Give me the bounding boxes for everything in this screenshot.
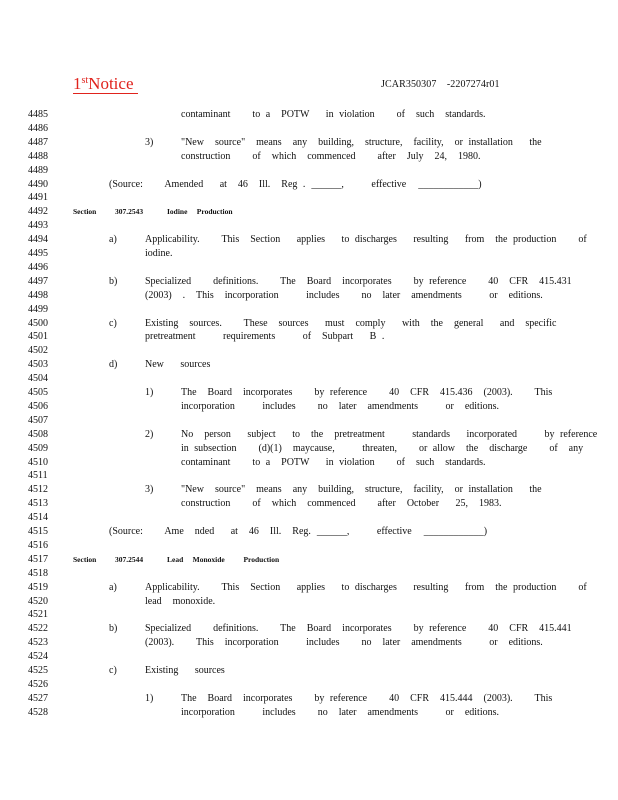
line-number: 4490 (28, 178, 48, 190)
text-line (145, 388, 153, 398)
text-line (109, 277, 117, 287)
line-number: 4486 (28, 122, 48, 134)
text-line-content: (2003) . This incorporation includes no later amendments or editions. (145, 289, 543, 301)
text-line-content: 3) (145, 136, 154, 148)
text-line (145, 235, 587, 245)
text-line-content: a) (109, 581, 117, 593)
line-number: 4512 (28, 484, 48, 496)
text-line-content: The Board incorporates by reference 40 CFR 415.444 (2003). This (181, 692, 553, 704)
line-number: 4494 (28, 234, 48, 246)
text-line-content: pretreatment requirements of Subpart B . (145, 331, 385, 343)
line-number: 4501 (28, 331, 48, 343)
line-number: 4500 (28, 317, 48, 329)
source-note-text: , effective (346, 526, 412, 537)
text-line-content: iodine. (145, 248, 173, 259)
text-line-content: (Source: Amended at 46 Ill. Reg . (109, 178, 306, 190)
line-number: 4518 (28, 567, 48, 579)
text-line (181, 110, 486, 120)
text-line (145, 138, 153, 148)
section-label: Section (73, 554, 97, 564)
text-line-content: "New source" means any building, structure, facility, or installation the (181, 136, 542, 148)
text-line (109, 583, 117, 593)
line-number: 4522 (28, 623, 48, 635)
text-line (181, 402, 499, 412)
document-code: JCAR350307 -2207274r01 (381, 79, 500, 90)
text-line-content: Existing sources. These sources must comply with the general and specific (145, 317, 557, 329)
line-number: 4511 (28, 470, 48, 482)
line-number: 4505 (28, 387, 48, 398)
line-number: 4491 (28, 192, 48, 204)
line-number: 4493 (28, 220, 48, 232)
text-line-content: No person subject to the pretreatment standards incorporated by reference (181, 428, 598, 440)
line-number: 4496 (28, 261, 48, 273)
line-number: 4519 (28, 581, 48, 593)
text-line-content: contaminant to a POTW in violation of such standards. (181, 456, 486, 468)
text-line (181, 499, 502, 509)
text-line (109, 319, 117, 329)
text-line-content: b) (109, 623, 118, 635)
text-line (145, 583, 587, 593)
line-number: 4520 (28, 595, 48, 607)
section-title: Lead Monoxide Production (167, 554, 280, 564)
text-line (181, 152, 481, 162)
text-line (181, 138, 542, 148)
line-number: 4510 (28, 456, 48, 468)
text-line (145, 694, 153, 704)
text-line (145, 319, 556, 329)
text-line-content: Specialized definitions. The Board incorporates by reference 40 CFR 415.441 (145, 623, 572, 635)
fill-in-blank: ______ (311, 178, 342, 190)
line-number: 4503 (28, 359, 48, 371)
text-line (145, 597, 215, 607)
text-line-content: contaminant to a POTW in violation of such standards. (181, 109, 486, 120)
text-line (109, 624, 117, 634)
section-label: Section (73, 207, 97, 217)
line-number: 4521 (28, 609, 48, 621)
fill-in-blank: ____________ (418, 178, 479, 190)
line-number: 4513 (28, 498, 48, 510)
source-note-text: ) (478, 178, 482, 190)
source-note (109, 180, 482, 190)
text-line-content: in subsection (d)(1) maycause, threaten, or allow the discharge of any (181, 442, 584, 454)
text-line-content: (2003). This incorporation includes no later amendments or editions. (145, 637, 543, 649)
line-number: 4485 (28, 109, 48, 120)
line-number: 4502 (28, 345, 48, 357)
text-line (181, 485, 542, 495)
text-line-content: 1) (145, 387, 154, 398)
line-number: 4523 (28, 637, 48, 649)
source-note-text: , effective (341, 178, 407, 190)
text-line (145, 291, 543, 301)
line-number: 4526 (28, 678, 48, 690)
line-number: 4495 (28, 248, 48, 259)
text-line-content: Applicability. This Section applies to discharges resulting from the production of (145, 234, 587, 246)
text-line-content: construction of which commenced after July 24, 1980. (181, 150, 481, 162)
text-line-content: incorporation includes no later amendments or editions. (181, 400, 499, 412)
text-line-content: 1) (145, 692, 154, 704)
text-line (181, 430, 597, 440)
text-line-content: incorporation includes no later amendments or editions. (181, 706, 499, 718)
text-line (145, 638, 543, 648)
line-number: 4498 (28, 289, 48, 301)
text-line (145, 485, 153, 495)
line-number: 4517 (28, 553, 48, 565)
line-number: 4515 (28, 526, 48, 537)
source-note-text: ) (483, 526, 488, 537)
line-number: 4514 (28, 512, 48, 524)
text-line (181, 458, 486, 468)
text-line-content: a) (109, 234, 117, 246)
notice-number: 1 (73, 74, 82, 93)
line-number: 4527 (28, 692, 48, 704)
text-line (109, 666, 117, 676)
text-line-content: Applicability. This Section applies to discharges resulting from the production of (145, 581, 587, 593)
line-number: 4492 (28, 206, 48, 218)
line-number: 4508 (28, 428, 48, 440)
text-line-content: 2) (145, 428, 154, 440)
text-line (109, 235, 117, 245)
fill-in-blank: ____________ (423, 526, 484, 537)
line-number: 4507 (28, 414, 48, 426)
line-number: 4488 (28, 150, 48, 162)
text-line (145, 666, 225, 676)
line-number: 4509 (28, 442, 48, 454)
text-line-content: New sources (145, 359, 211, 371)
text-line-content: (Source: Ame nded at 46 Ill. Reg. (109, 526, 311, 537)
section-number: 307.2543 (115, 207, 144, 217)
text-line (145, 360, 210, 370)
text-line-content: c) (109, 317, 117, 329)
section-number: 307.2544 (115, 554, 144, 564)
line-number: 4499 (28, 303, 48, 315)
line-number: 4487 (28, 136, 48, 148)
text-line-content: Specialized definitions. The Board incorporates by reference 40 CFR 415.431 (145, 275, 572, 287)
text-line-content: "New source" means any building, structure, facility, or installation the (181, 484, 542, 496)
text-line (181, 708, 499, 718)
text-line-content: 3) (145, 484, 154, 496)
text-line-content: d) (109, 359, 118, 371)
line-number: 4497 (28, 275, 48, 287)
notice-header (73, 72, 138, 94)
text-line (181, 444, 583, 454)
section-title: Iodine Production (167, 207, 233, 217)
text-line-content: The Board incorporates by reference 40 CFR 415.436 (2003). This (181, 387, 553, 398)
text-line (109, 360, 117, 370)
text-line (145, 430, 153, 440)
text-line-content: lead monoxide. (145, 595, 216, 607)
text-line (145, 332, 384, 342)
line-number: 4489 (28, 164, 48, 176)
notice-word: Notice (88, 74, 134, 93)
text-line (145, 249, 173, 259)
notice-superscript: st (81, 75, 89, 86)
text-line-content: Existing sources (145, 665, 225, 676)
line-number: 4525 (28, 665, 48, 676)
text-line (145, 624, 572, 634)
section-heading (73, 555, 279, 565)
line-number: 4524 (28, 651, 48, 663)
text-line (181, 388, 552, 398)
text-line-content: c) (109, 665, 117, 676)
line-number: 4506 (28, 400, 48, 412)
line-number: 4528 (28, 706, 48, 718)
line-number: 4516 (28, 539, 48, 551)
text-line (181, 694, 552, 704)
text-line-content: construction of which commenced after October 25, 1983. (181, 498, 502, 510)
text-line-content: b) (109, 275, 118, 287)
line-number: 4504 (28, 373, 48, 385)
fill-in-blank: ______ (316, 526, 347, 537)
source-note (109, 527, 487, 537)
text-line (145, 277, 572, 287)
section-heading (73, 207, 233, 217)
